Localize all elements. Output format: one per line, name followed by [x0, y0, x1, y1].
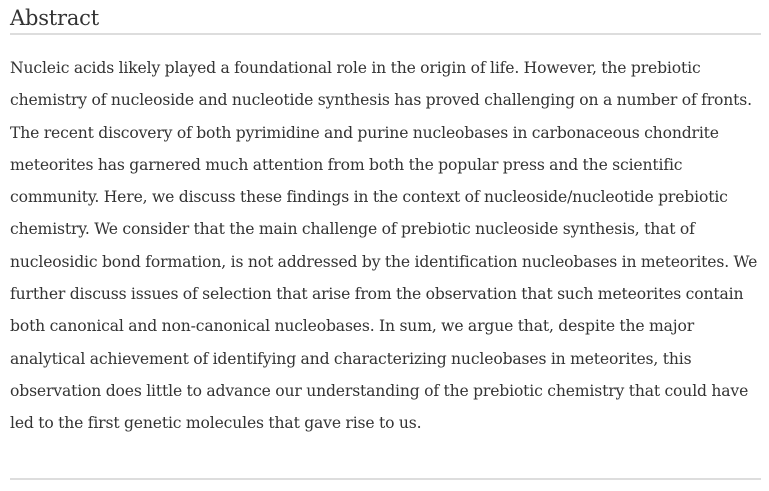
- section-divider: [10, 478, 761, 480]
- abstract-heading: Abstract: [10, 0, 761, 35]
- abstract-text: Nucleic acids likely played a foundational role in the origin of life. However, the prebiotic chemistry of nucleoside and nucleotide synthesis has proved challenging on a number of fronts. The recent discovery of both pyrimidine and purine nucleobases in carbonaceous chondrite meteorites has garnered much attention from both the popular press and the scientific community. Here, we discuss these findings in the context of nucleoside/nucleotide prebiotic chemistry. We consider that the main challenge of prebiotic nucleoside synthesis, that of nucleosidic bond formation, is not addressed by the identification nucleobases in meteorites. We further discuss issues of selection that arise from the observation that such meteorites contain both canonical and non-canonical nucleobases. In sum, we argue that, despite the major analytical achievement of identifying and characterizing nucleobases in meteorites, this observation does little to advance our understanding of the prebiotic chemistry that could have led to the first genetic molecules that gave rise to us.: [10, 59, 758, 433]
- abstract-section: [10, 0, 761, 440]
